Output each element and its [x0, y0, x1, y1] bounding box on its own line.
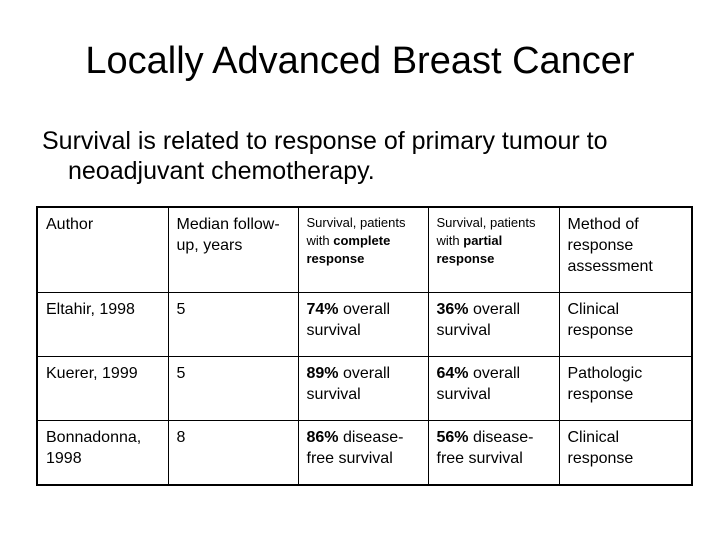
partial-text: overall survival: [436, 301, 521, 339]
cell-author: Bonnadonna, 1998: [37, 421, 168, 486]
survival-table: [36, 206, 693, 486]
partial-pct: 36%: [436, 301, 469, 318]
header-author: Author: [37, 207, 168, 293]
partial-text: overall survival: [436, 365, 521, 403]
header-survival-complete-bold: complete response: [306, 233, 391, 266]
header-method: Method of response assessment: [559, 207, 692, 293]
complete-text: disease-free survival: [306, 429, 404, 467]
partial-pct: 56%: [436, 429, 469, 446]
cell-complete-survival: [298, 421, 428, 486]
complete-text: overall survival: [306, 301, 391, 339]
cell-complete-survival: [298, 293, 428, 357]
header-survival-complete-prefix: Survival, patients with: [306, 215, 406, 248]
cell-method: Pathologic response: [559, 357, 692, 421]
partial-pct: 64%: [436, 365, 469, 382]
partial-text: disease-free survival: [436, 429, 534, 467]
cell-followup: 8: [168, 421, 298, 486]
header-survival-partial-prefix: Survival, patients with: [436, 215, 536, 248]
header-median-followup: Median follow-up, years: [168, 207, 298, 293]
table-row: [37, 293, 692, 357]
complete-pct: 86%: [306, 429, 339, 446]
table-row: [37, 421, 692, 486]
cell-author: Kuerer, 1999: [37, 357, 168, 421]
cell-complete-survival: [298, 357, 428, 421]
bullet-text: Survival is related to response of primary tumour to neoadjuvant chemotherapy.: [42, 127, 608, 185]
cell-partial-survival: [428, 357, 559, 421]
cell-followup: 5: [168, 293, 298, 357]
cell-method: Clinical response: [559, 421, 692, 486]
cell-partial-survival: [428, 293, 559, 357]
table-header-row: [37, 207, 692, 293]
header-survival-partial-bold: partial response: [436, 233, 503, 266]
cell-partial-survival: [428, 421, 559, 486]
table-row: [37, 357, 692, 421]
header-survival-complete: [298, 207, 428, 293]
cell-author: Eltahir, 1998: [37, 293, 168, 357]
complete-pct: 89%: [306, 365, 339, 382]
complete-pct: 74%: [306, 301, 339, 318]
cell-method: Clinical response: [559, 293, 692, 357]
cell-followup: 5: [168, 357, 298, 421]
slide-title: Locally Advanced Breast Cancer: [85, 40, 635, 82]
header-survival-partial: [428, 207, 559, 293]
complete-text: overall survival: [306, 365, 391, 403]
